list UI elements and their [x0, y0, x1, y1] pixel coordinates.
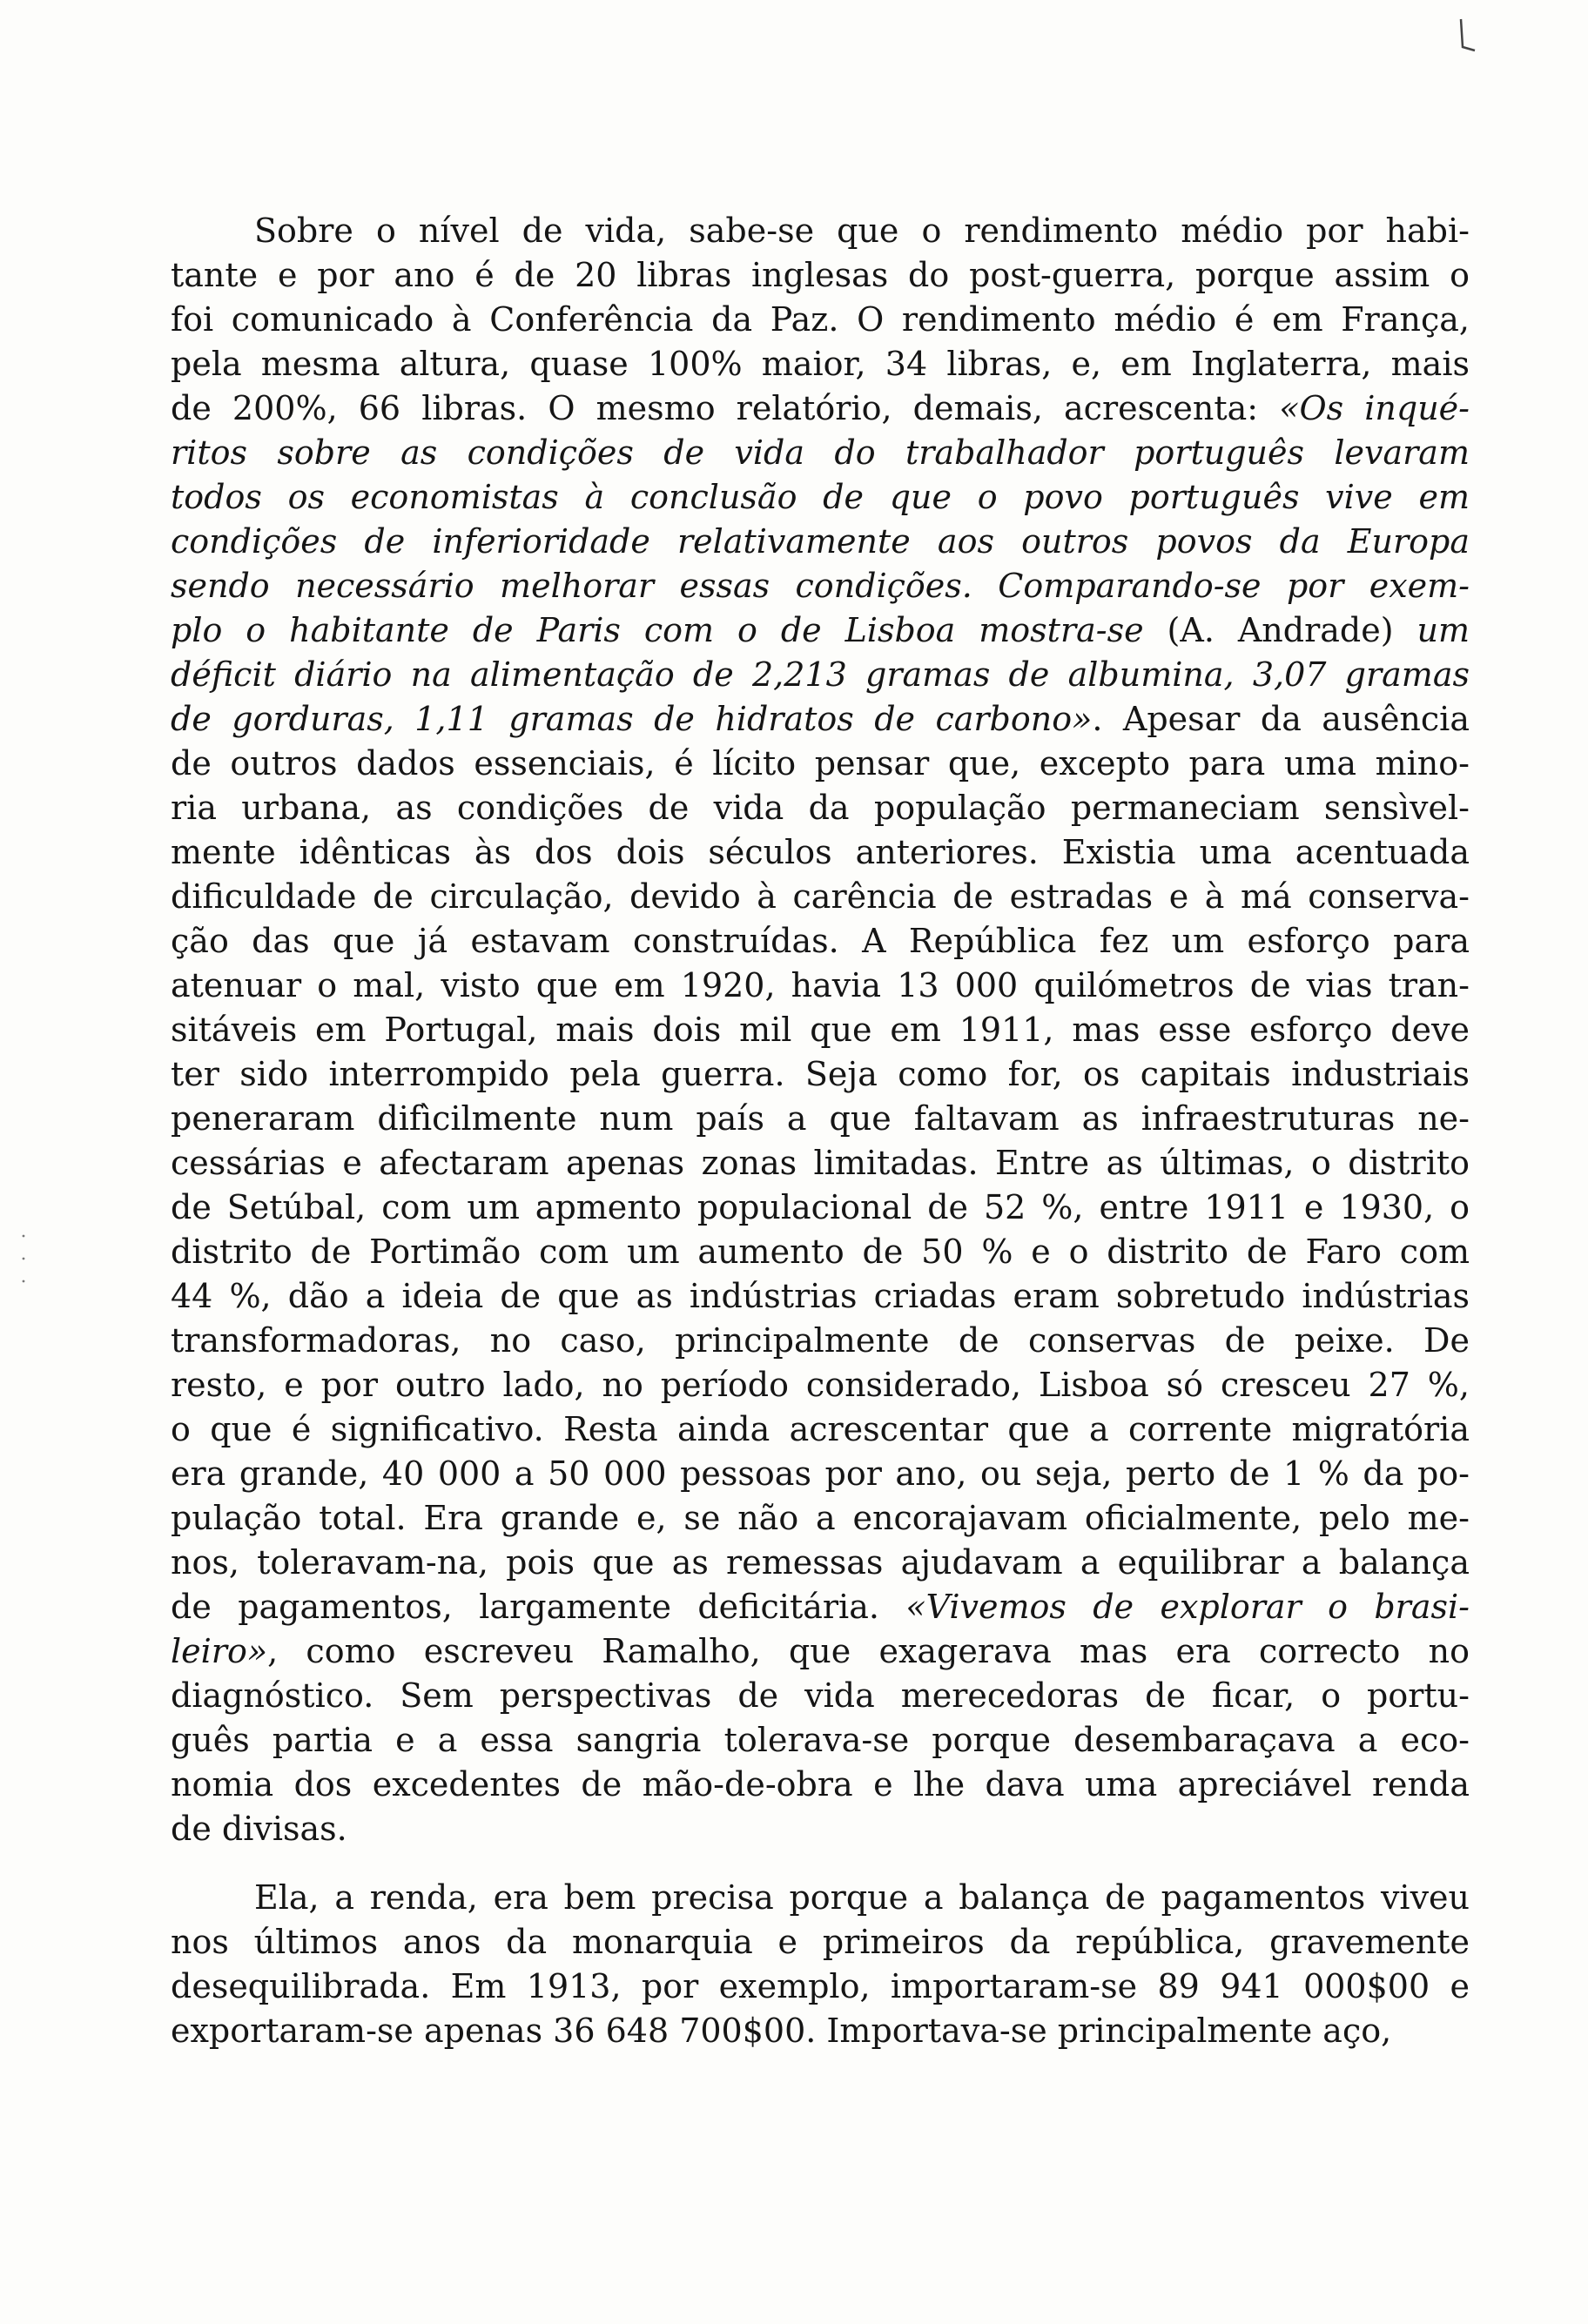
text-line: condições de inferioridade relativamente aos outros povos da Europa	[171, 522, 1470, 561]
text-line: todos os economistas à conclusão de que o povo português vive em	[171, 478, 1470, 516]
text-line: atenuar o mal, visto que em 1920, havia 13 000 quilómetros de vias tran-	[171, 966, 1470, 1004]
text-line: ritos sobre as condições de vida do trabalhador português levaram	[171, 433, 1470, 472]
text-line: o que é significativo. Resta ainda acrescentar que a corrente migratória	[171, 1410, 1470, 1448]
text-line: Sobre o nível de vida, sabe-se que o rendimento médio por habi-	[254, 212, 1470, 250]
text-line: era grande, 40 000 a 50 000 pessoas por ano, ou seja, perto de 1 % da po-	[171, 1454, 1470, 1493]
text-line: resto, e por outro lado, no período considerado, Lisboa só cresceu 27 %,	[171, 1366, 1470, 1404]
text-line: de divisas.	[171, 1810, 347, 1848]
text-line: distrito de Portimão com um aumento de 50 % e o distrito de Faro com	[171, 1233, 1470, 1271]
scan-specks	[21, 1227, 26, 1297]
text-line: plo o habitante de Paris com o de Lisboa mostra-se (A. Andrade) um	[171, 611, 1470, 649]
text-line: 44 %, dão a ideia de que as indústrias criadas eram sobretudo indústrias	[171, 1277, 1470, 1315]
text-line: tante e por ano é de 20 libras inglesas do post-guerra, porque assim o	[171, 256, 1470, 294]
text-line: leiro», como escreveu Ramalho, que exagerava mas era correcto no	[171, 1632, 1470, 1670]
text-line: sitáveis em Portugal, mais dois mil que em 1911, mas esse esforço deve	[171, 1011, 1470, 1049]
text-line: sendo necessário melhorar essas condições. Comparando-se por exem-	[171, 567, 1470, 605]
paragraph-1	[171, 209, 1470, 1851]
text-line: desequilibrada. Em 1913, por exemplo, importaram-se 89 941 000$00 e	[171, 1967, 1470, 2005]
text-line: déficit diário na alimentação de 2,213 gramas de albumina, 3,07 gramas	[171, 655, 1470, 694]
text-line: transformadoras, no caso, principalmente de conservas de peixe. De	[171, 1321, 1470, 1360]
scan-corner-mark	[1456, 16, 1477, 57]
text-line: ter sido interrompido pela guerra. Seja como for, os capitais industriais	[171, 1055, 1470, 1093]
text-line: foi comunicado à Conferência da Paz. O rendimento médio é em França,	[171, 300, 1470, 339]
text-line: dificuldade de circulação, devido à carência de estradas e à má conserva-	[171, 877, 1470, 916]
text-line: ria urbana, as condições de vida da população permaneciam sensìvel-	[171, 789, 1470, 827]
text-line: Ela, a renda, era bem precisa porque a balança de pagamentos viveu	[254, 1878, 1470, 1917]
text-line: guês partia e a essa sangria tolerava-se porque desembaraçava a eco-	[171, 1721, 1470, 1759]
text-line: de pagamentos, largamente deficitária. «Vivemos de explorar o brasi-	[171, 1588, 1470, 1626]
text-line: pela mesma altura, quase 100% maior, 34 libras, e, em Inglaterra, mais	[171, 345, 1470, 383]
text-line: cessárias e afectaram apenas zonas limitadas. Entre as últimas, o distrito	[171, 1144, 1470, 1182]
text-line: nos, toleravam-na, pois que as remessas ajudavam a equilibrar a balança	[171, 1543, 1470, 1582]
text-line: de gorduras, 1,11 gramas de hidratos de carbono». Apesar da ausência	[171, 700, 1470, 738]
text-line: peneraram difìcilmente num país a que faltavam as infraestruturas ne-	[171, 1099, 1470, 1138]
text-line: de 200%, 66 libras. O mesmo relatório, demais, acrescenta: «Os inqué-	[171, 389, 1470, 427]
paragraph-2	[171, 1876, 1470, 2053]
text-line: nomia dos excedentes de mão-de-obra e lhe dava uma apreciável renda	[171, 1765, 1470, 1803]
text-line: ção das que já estavam construídas. A República fez um esforço para	[171, 922, 1470, 960]
text-line: exportaram-se apenas 36 648 700$00. Importava-se principalmente aço,	[171, 2012, 1392, 2050]
text-line: pulação total. Era grande e, se não a encorajavam oficialmente, pelo me-	[171, 1499, 1470, 1537]
text-line: nos últimos anos da monarquia e primeiros da república, gravemente	[171, 1923, 1470, 1961]
text-line: de Setúbal, com um apmento populacional de 52 %, entre 1911 e 1930, o	[171, 1188, 1470, 1226]
body-text	[171, 209, 1470, 2053]
text-line: mente idênticas às dos dois séculos anteriores. Existia uma acentuada	[171, 833, 1470, 871]
text-line: de outros dados essenciais, é lícito pensar que, excepto para uma mino-	[171, 744, 1470, 783]
text-line: diagnóstico. Sem perspectivas de vida merecedoras de ficar, o portu-	[171, 1676, 1470, 1715]
